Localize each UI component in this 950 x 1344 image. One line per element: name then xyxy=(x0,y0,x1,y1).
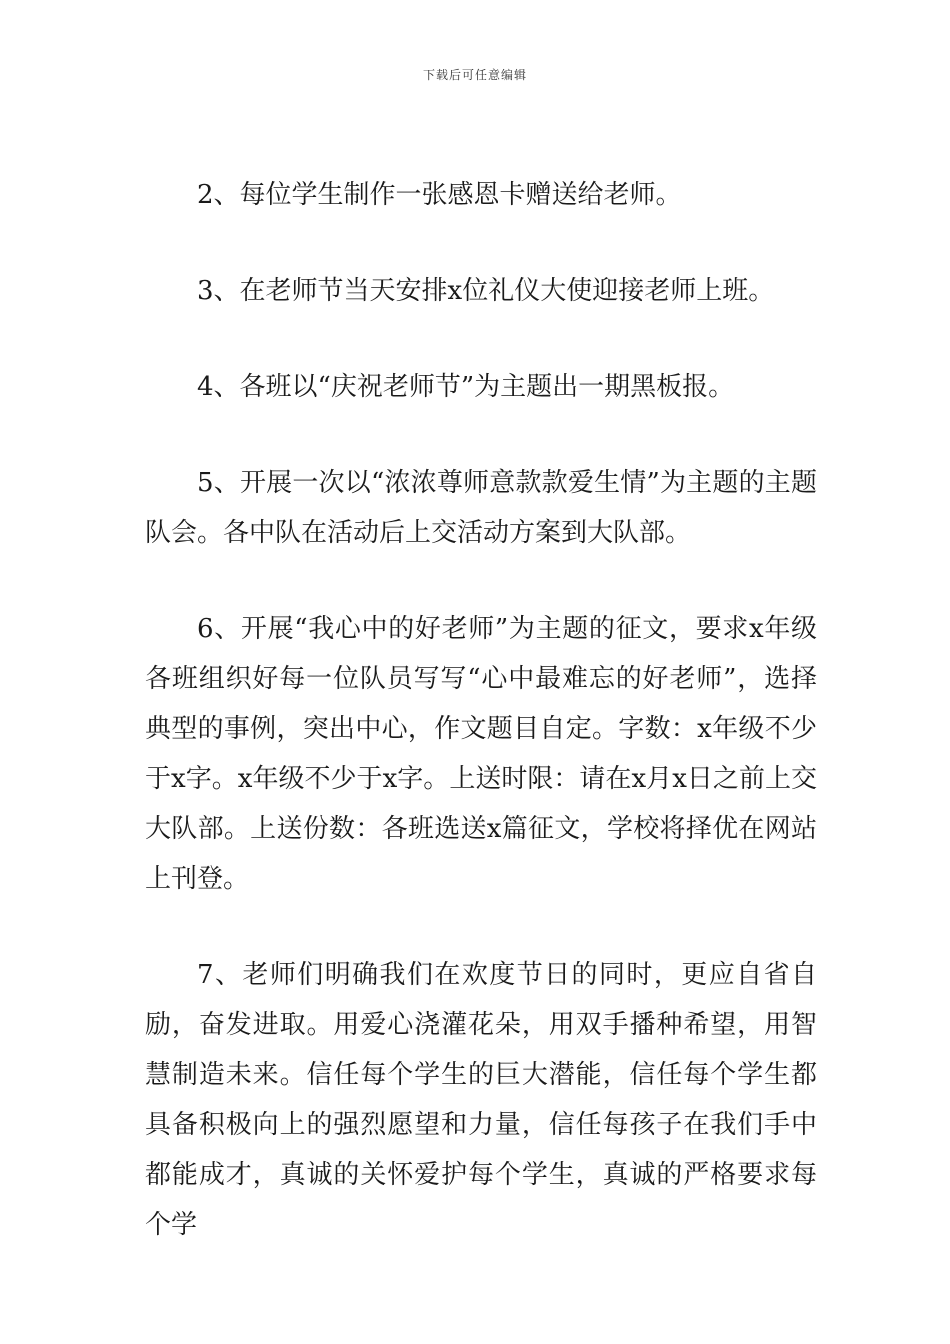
page-header: 下载后可任意编辑 xyxy=(422,68,527,82)
paragraph-item-4: 4、各班以“庆祝老师节”为主题出一期黑板报。 xyxy=(197,372,735,402)
document-body xyxy=(145,170,817,1250)
paragraph-item-6: 6、开展“我心中的好老师”为主题的征文，要求x年级各班组织好每一位队员写写“心中最难忘的好老师”，选择典型的事例，突出中心，作文题目自定。字数：x年级不少于x字。x年级不少于x字。上送时限：请在x月x日之前上交大队部。上送份数：各班选送x篇征文，学校将择优在网站上刊登。 xyxy=(145,614,817,894)
paragraph-item-2: 2、每位学生制作一张感恩卡赠送给老师。 xyxy=(197,180,682,210)
paragraph-item-7: 7、老师们明确我们在欢度节日的同时，更应自省自励，奋发进取。用爱心浇灌花朵，用双手播种希望，用智慧制造未来。信任每个学生的巨大潜能，信任每个学生都具备积极向上的强烈愿望和力量，信任每孩子在我们手中都能成才，真诚的关怀爱护每个学生，真诚的严格要求每个学 xyxy=(145,960,817,1240)
paragraph-item-3: 3、在老师节当天安排x位礼仪大使迎接老师上班。 xyxy=(197,276,775,306)
paragraph-item-5: 5、开展一次以“浓浓尊师意款款爱生情”为主题的主题队会。各中队在活动后上交活动方案到大队部。 xyxy=(145,468,817,548)
